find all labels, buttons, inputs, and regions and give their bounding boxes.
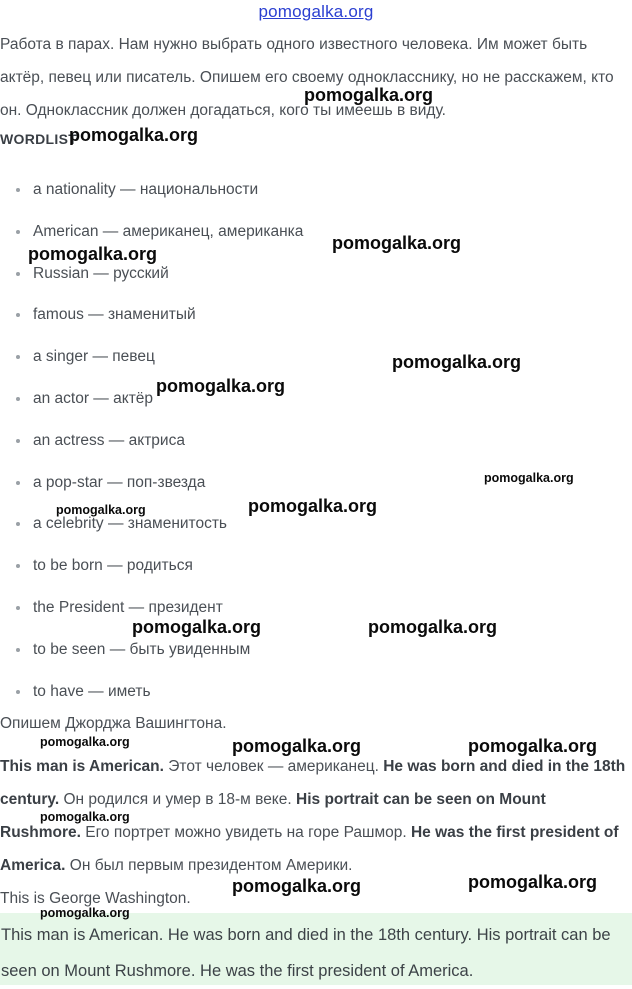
bullet-icon: [16, 522, 20, 526]
watermark: pomogalka.org: [132, 617, 262, 637]
bullet-icon: [16, 272, 20, 276]
bullet-icon: [16, 648, 20, 652]
list-item-text: to have — иметь: [33, 682, 151, 700]
bullet-icon: [16, 355, 20, 359]
list-item-text: American — американец, американка: [33, 222, 304, 240]
list-item: [0, 171, 303, 213]
watermark: pomogalka.org: [468, 736, 598, 756]
sentence-en: He was the first president of America.: [0, 824, 619, 874]
watermark: pomogalka.org: [69, 125, 199, 145]
list-item: [0, 673, 303, 715]
watermark: pomogalka.org: [40, 810, 130, 824]
watermark: pomogalka.org: [304, 85, 434, 105]
sentence-en: This man is American.: [0, 758, 164, 775]
watermark: pomogalka.org: [332, 233, 462, 253]
watermark: pomogalka.org: [40, 906, 130, 920]
bullet-icon: [16, 439, 20, 443]
list-item: [0, 338, 303, 380]
watermark: pomogalka.org: [232, 876, 362, 896]
bullet-icon: [16, 690, 20, 694]
watermark: pomogalka.org: [40, 735, 130, 749]
bullet-icon: [16, 313, 20, 317]
watermark: pomogalka.org: [248, 496, 378, 516]
watermark: pomogalka.org: [368, 617, 498, 637]
sentence-ru: Он был первым президентом Америки.: [65, 857, 353, 874]
list-item-text: to be born — родиться: [33, 557, 193, 575]
list-item: [0, 422, 303, 464]
list-item-text: a nationality — национальности: [33, 181, 259, 198]
watermark: pomogalka.org: [28, 244, 158, 264]
bullet-icon: [16, 397, 20, 401]
summary-box: [0, 913, 632, 985]
list-item-text: a singer — певец: [33, 348, 155, 366]
list-item: [0, 296, 303, 338]
summary-text: This man is American. He was born and died in the 18th century. His portrait can be seen on Mount Rushmore. He was the first president of America.: [1, 926, 611, 980]
list-item-text: an actor — актёр: [33, 389, 154, 407]
bullet-icon: [16, 188, 20, 192]
sentence-ru: Этот человек — американец.: [163, 758, 384, 775]
sentence-en: His portrait can be seen on Mount Rushmore.: [0, 791, 546, 841]
task-intro: Работа в парах. Нам нужно выбрать одного известного человека. Им может быть актёр, певец или писатель. Опишем его своему однокласснику, но не расскажем, кто он. Одноклассник должен догадаться, кого ты имеешь в виду.: [0, 36, 614, 119]
sentence-en: He was born and died in the 18th century.: [0, 758, 626, 808]
list-item-text: a celebrity — знаменитость: [33, 515, 228, 533]
list-item: [0, 547, 303, 589]
watermark: pomogalka.org: [484, 471, 574, 485]
bullet-icon: [16, 564, 20, 568]
list-item-text: Russian — русский: [33, 264, 169, 282]
list-item-text: an actress — актриса: [33, 431, 185, 449]
bullet-icon: [16, 606, 20, 610]
list-item-text: the President — президент: [33, 598, 223, 616]
example-intro: Опишем Джорджа Вашингтона.: [0, 715, 227, 732]
watermark: pomogalka.org: [468, 872, 598, 892]
wordlist-heading: WORDLIST: [0, 131, 78, 147]
sentence-ru: Он родился и умер в 18-м веке.: [59, 791, 297, 808]
list-item-text: to be seen — быть увиденным: [33, 640, 251, 658]
watermark: pomogalka.org: [392, 352, 522, 372]
list-item-text: a pop-star — поп-звезда: [33, 473, 206, 491]
watermark: pomogalka.org: [56, 503, 146, 517]
watermark: pomogalka.org: [156, 376, 286, 396]
bullet-icon: [16, 481, 20, 485]
answer-line: This is George Washington.: [0, 890, 191, 907]
sentence-ru: Его портрет можно увидеть на горе Рашмор.: [80, 824, 411, 841]
watermark: pomogalka.org: [232, 736, 362, 756]
list-item-text: famous — знаменитый: [33, 306, 196, 324]
site-link[interactable]: pomogalka.org: [258, 2, 374, 21]
bullet-icon: [16, 230, 20, 234]
